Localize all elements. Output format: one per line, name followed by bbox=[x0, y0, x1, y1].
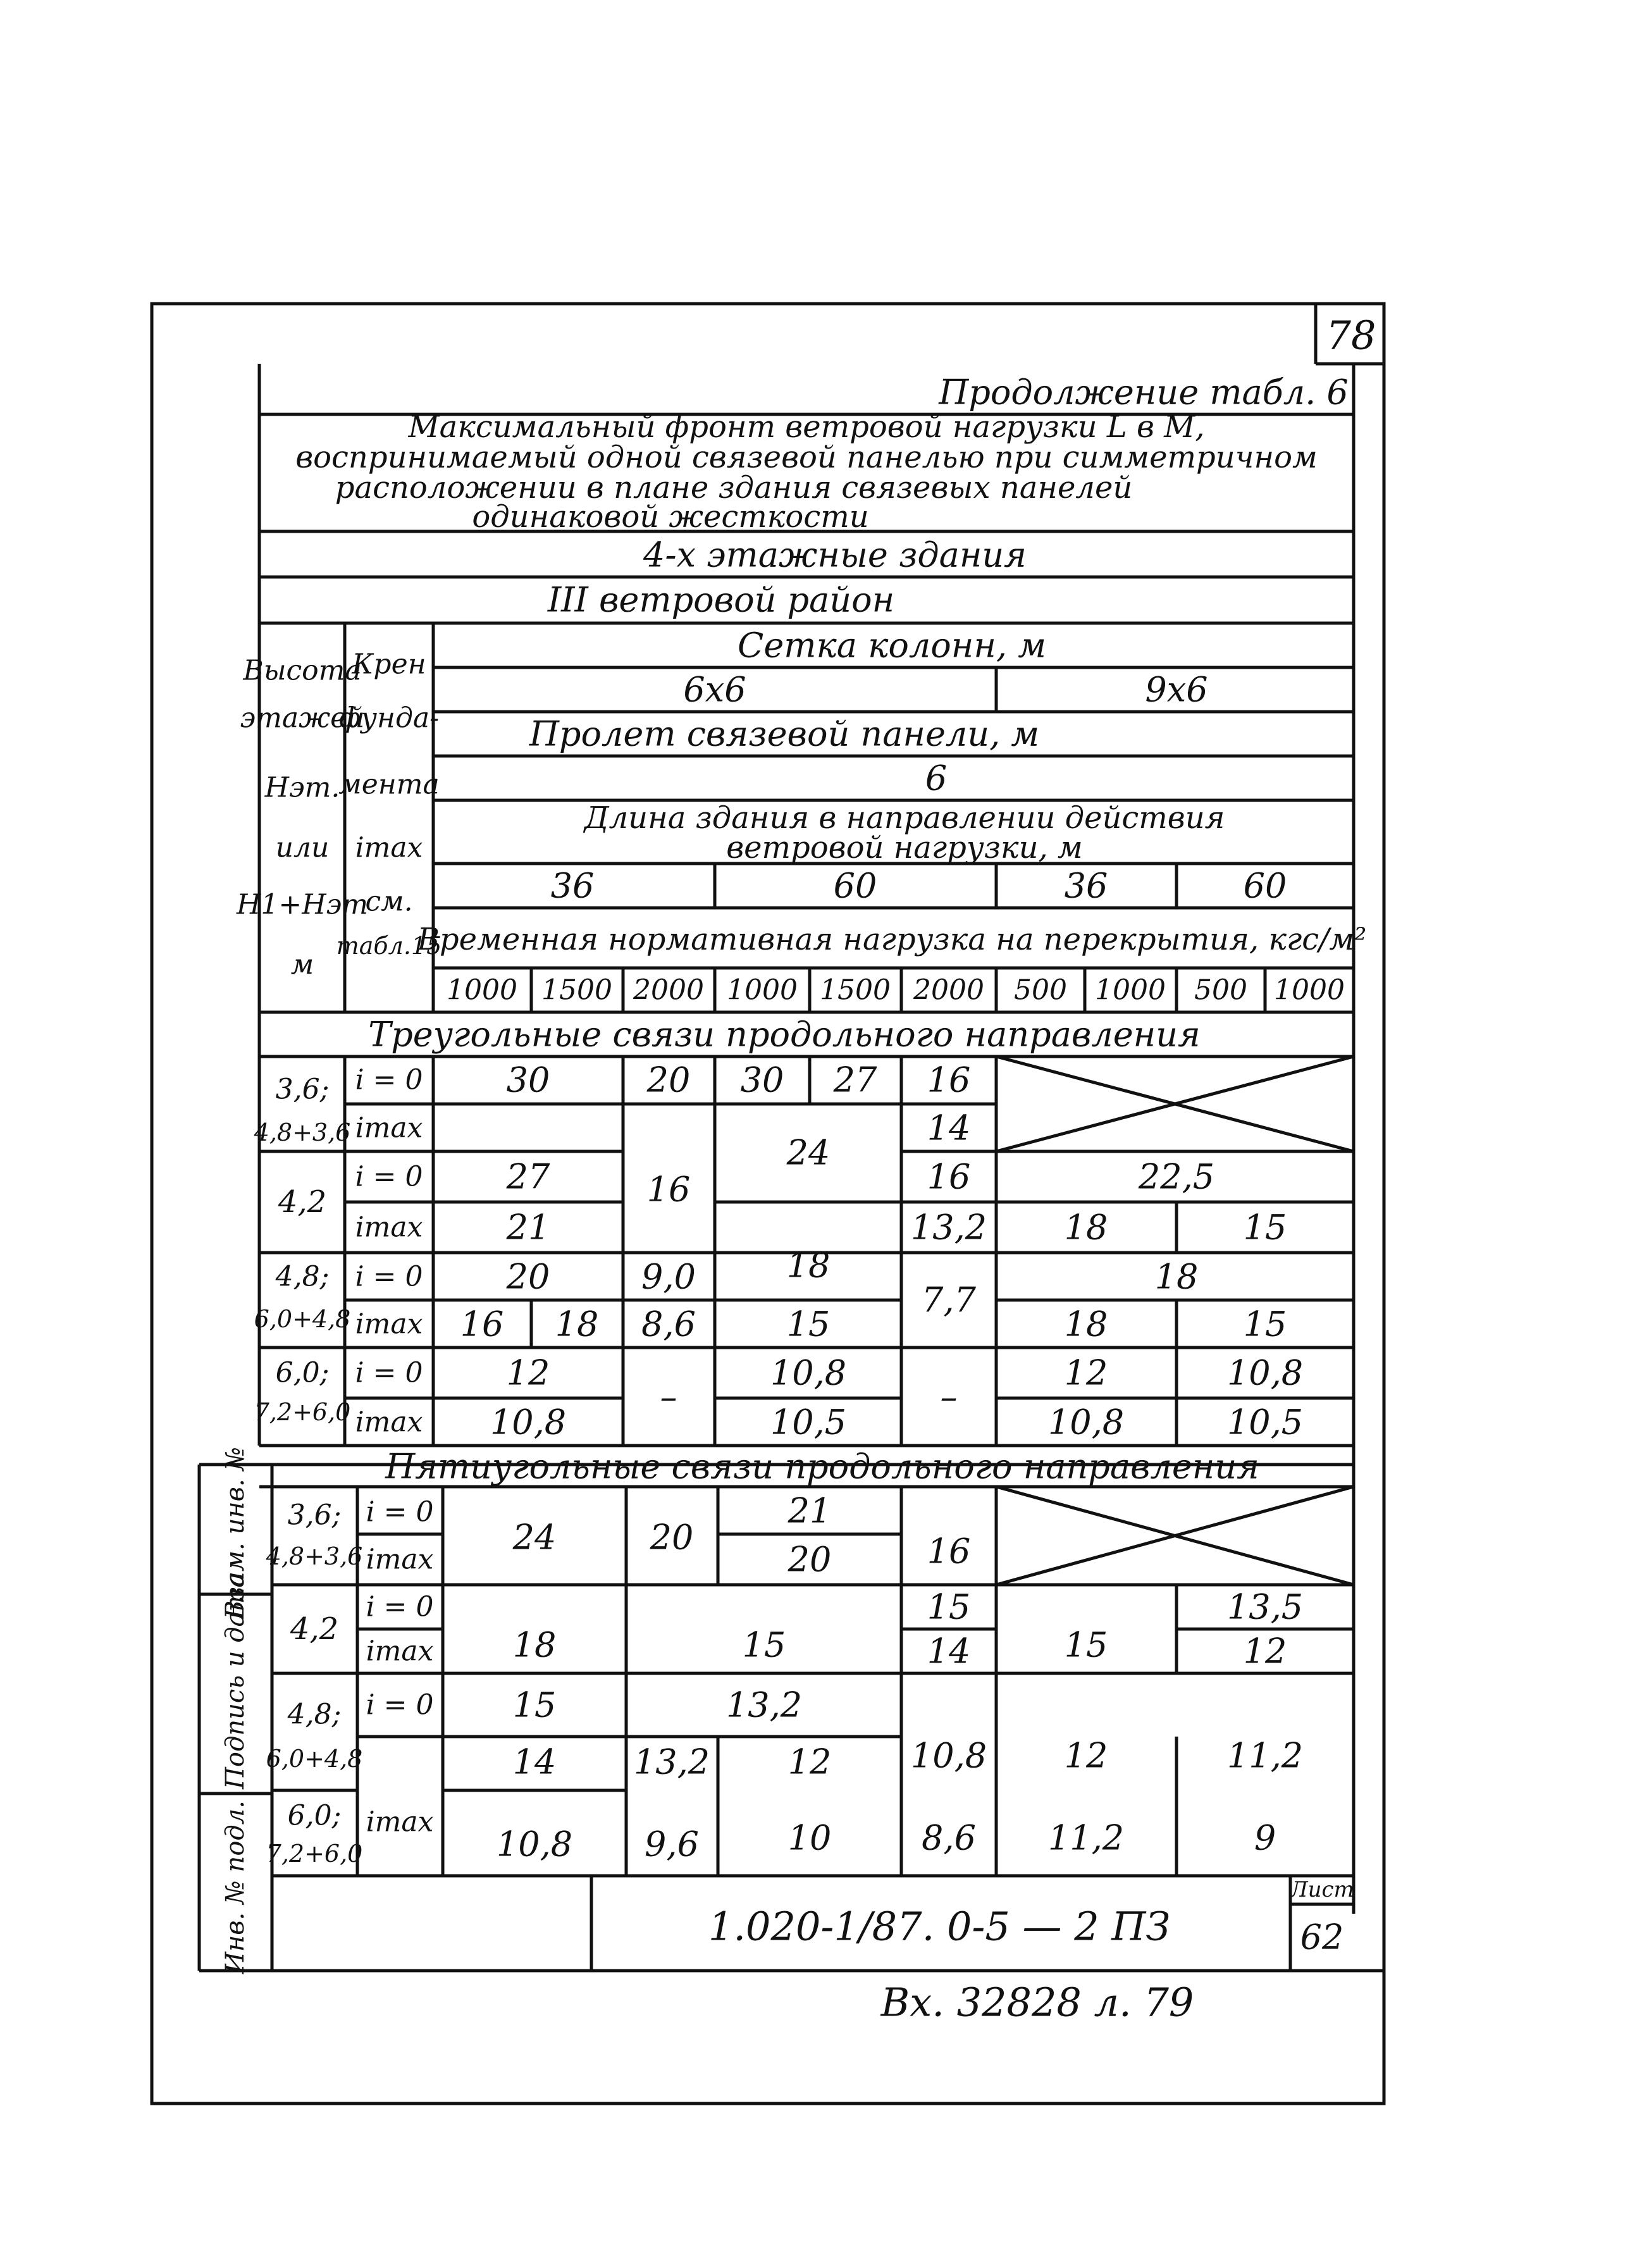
s2-cell: 15 bbox=[742, 1625, 786, 1665]
s2-cell: 10,8 bbox=[496, 1824, 573, 1864]
s2-cell: 12 bbox=[1064, 1735, 1108, 1776]
stamp-inv-original: Инв. № подл. bbox=[221, 1800, 250, 1974]
s1-cell: 20 bbox=[506, 1256, 550, 1297]
s1-cell: 16 bbox=[460, 1304, 504, 1344]
s1-cell: 18 bbox=[1064, 1304, 1108, 1344]
s1-cell: 7,7 bbox=[922, 1280, 976, 1320]
hdr-load-9: 500 bbox=[1194, 974, 1247, 1007]
s1-cell: 10,8 bbox=[490, 1402, 567, 1442]
caption-line-2: воспринимаемый одной связевой панелью при симметричном bbox=[295, 440, 1318, 475]
hdr-load-5: 1500 bbox=[820, 974, 891, 1007]
hdr-tilt-1: Крен bbox=[352, 648, 426, 681]
s2-cell: 13,2 bbox=[726, 1685, 803, 1725]
hdr-load-10: 1000 bbox=[1274, 974, 1345, 1007]
s1-i0-1: i = 0 bbox=[355, 1063, 423, 1096]
s2-cell: 16 bbox=[927, 1531, 971, 1571]
s2-height-1a: 3,6; bbox=[287, 1499, 342, 1532]
s1-cell: 14 bbox=[927, 1108, 971, 1148]
s2-i0-2: i = 0 bbox=[366, 1590, 434, 1623]
hdr-grid-6x6: 6x6 bbox=[683, 669, 746, 710]
s1-i0-2: i = 0 bbox=[355, 1160, 423, 1193]
s1-cell: 18 bbox=[786, 1245, 831, 1286]
s2-height-4b: 7,2+6,0 bbox=[266, 1840, 363, 1868]
s2-cell: 20 bbox=[787, 1539, 832, 1580]
hdr-length-1: Длина здания в направлении действия bbox=[584, 800, 1225, 836]
hdr-panel-span: Пролет связевой панели, м bbox=[529, 714, 1040, 754]
s1-cell: 27 bbox=[506, 1156, 550, 1197]
s2-cell: 8,6 bbox=[922, 1818, 976, 1858]
s1-cell: 24 bbox=[786, 1132, 831, 1173]
s1-height-2: 4,2 bbox=[278, 1184, 327, 1220]
hdr-tilt-6: табл.15 bbox=[336, 932, 442, 960]
hdr-panel-span-value: 6 bbox=[925, 758, 948, 798]
section2-title: Пятиугольные связи продольного направления bbox=[385, 1446, 1259, 1487]
s1-cell: 30 bbox=[740, 1060, 784, 1100]
s2-cell: 9,6 bbox=[645, 1824, 699, 1864]
s1-cell: 27 bbox=[833, 1060, 877, 1100]
s2-cell: 9 bbox=[1254, 1818, 1276, 1858]
sheet-label: Лист bbox=[1290, 1877, 1354, 1902]
s1-cell: 18 bbox=[1064, 1207, 1108, 1248]
s2-height-2: 4,2 bbox=[290, 1611, 339, 1647]
hdr-grid-9x6: 9x6 bbox=[1145, 669, 1208, 710]
s1-imax-4: imax bbox=[355, 1406, 423, 1439]
hdr-load-8: 1000 bbox=[1095, 974, 1166, 1007]
s1-cell: 10,5 bbox=[1226, 1402, 1304, 1442]
s2-cell: 12 bbox=[787, 1742, 832, 1782]
hdr-tilt-4: imax bbox=[355, 831, 423, 864]
s1-cell: 20 bbox=[646, 1060, 691, 1100]
s1-height-1a: 3,6; bbox=[275, 1073, 330, 1106]
s2-cell: 20 bbox=[650, 1517, 694, 1558]
s1-cell: 18 bbox=[1154, 1256, 1199, 1297]
s1-imax-1: imax bbox=[355, 1112, 423, 1144]
hdr-len-60a: 60 bbox=[833, 865, 877, 906]
s1-cell: 21 bbox=[506, 1207, 550, 1248]
s2-height-4a: 6,0; bbox=[287, 1799, 342, 1832]
s2-cell: 15 bbox=[512, 1685, 557, 1725]
s1-cell: 16 bbox=[927, 1060, 971, 1100]
hdr-len-60b: 60 bbox=[1243, 865, 1287, 906]
s1-cell: 30 bbox=[506, 1060, 550, 1100]
s1-i0-4: i = 0 bbox=[355, 1356, 423, 1389]
s1-cell: 18 bbox=[555, 1304, 599, 1344]
s1-cell: 12 bbox=[506, 1353, 550, 1393]
hdr-load-1: 1000 bbox=[447, 974, 517, 1007]
s2-imax-3: imax bbox=[366, 1806, 434, 1838]
hdr-height-4: или bbox=[275, 831, 330, 864]
hdr-load-4: 1000 bbox=[727, 974, 798, 1007]
s1-cell: 10,8 bbox=[1226, 1353, 1304, 1393]
s1-height-4a: 6,0; bbox=[275, 1356, 330, 1389]
hdr-len-36a: 36 bbox=[550, 865, 595, 906]
s1-i0-3: i = 0 bbox=[355, 1260, 423, 1293]
s1-cell: 8,6 bbox=[641, 1304, 696, 1344]
s2-cell: 13,2 bbox=[633, 1742, 710, 1782]
s2-cell: 24 bbox=[512, 1517, 557, 1558]
s1-imax-3: imax bbox=[355, 1308, 423, 1341]
s1-cell: 10,8 bbox=[770, 1353, 847, 1393]
hdr-tilt-3: мента bbox=[338, 768, 440, 801]
wind-region: III ветровой район bbox=[547, 579, 895, 620]
hdr-tilt-5: см. bbox=[365, 885, 413, 918]
hdr-height-6: м bbox=[290, 948, 314, 981]
s1-cell: – bbox=[660, 1377, 677, 1417]
s2-cell: 15 bbox=[1064, 1625, 1108, 1665]
table-continuation: Продолжение табл. 6 bbox=[939, 372, 1349, 412]
s1-cell: 15 bbox=[786, 1304, 831, 1344]
section1-title: Треугольные связи продольного направления bbox=[368, 1014, 1201, 1055]
caption-line-1: Максимальный фронт ветровой нагрузки L в М, bbox=[408, 409, 1205, 445]
s1-height-4b: 7,2+6,0 bbox=[254, 1398, 351, 1426]
sheet-number: 62 bbox=[1300, 1917, 1344, 1957]
s1-height-3b: 6,0+4,8 bbox=[254, 1305, 351, 1333]
s2-cell: 10 bbox=[787, 1818, 832, 1858]
s1-cell: – bbox=[940, 1377, 958, 1417]
s1-cell: 9,0 bbox=[641, 1256, 696, 1297]
s2-height-1b: 4,8+3,6 bbox=[266, 1542, 363, 1570]
hdr-tilt-2: фунда- bbox=[339, 702, 439, 734]
s1-cell: 15 bbox=[1243, 1304, 1287, 1344]
s1-cell: 22,5 bbox=[1138, 1156, 1215, 1197]
hdr-height-1: Высота bbox=[243, 654, 362, 687]
stamp-signature-date: Подпись и дата bbox=[221, 1572, 250, 1789]
s1-cell: 16 bbox=[927, 1156, 971, 1197]
hdr-height-3: Нэт. bbox=[264, 771, 340, 804]
s1-height-3a: 4,8; bbox=[275, 1260, 330, 1293]
caption-line-4: одинаковой жесткости bbox=[472, 499, 869, 535]
handwritten-registration-note: Вх. 32828 л. 79 bbox=[880, 1979, 1194, 2026]
s2-height-3a: 4,8; bbox=[287, 1698, 342, 1731]
hdr-load-2: 1500 bbox=[541, 974, 612, 1007]
s2-cell: 14 bbox=[927, 1631, 971, 1671]
corner-page-number: 78 bbox=[1326, 312, 1376, 359]
document-code: 1.020-1/87. 0-5 — 2 ПЗ bbox=[708, 1903, 1171, 1950]
s1-height-1b: 4,8+3,6 bbox=[254, 1119, 351, 1146]
hdr-load-7: 500 bbox=[1014, 974, 1067, 1007]
s1-cell: 13,2 bbox=[910, 1207, 987, 1248]
hdr-length-2: ветровой нагрузки, м bbox=[726, 830, 1083, 865]
s2-cell: 12 bbox=[1243, 1631, 1287, 1671]
hdr-height-2: этажей bbox=[240, 702, 365, 734]
s2-height-3b: 6,0+4,8 bbox=[266, 1745, 363, 1773]
s2-i0-1: i = 0 bbox=[366, 1496, 434, 1528]
s1-cell: 10,8 bbox=[1047, 1402, 1125, 1442]
s2-cell: 15 bbox=[927, 1587, 971, 1627]
hdr-load: Временная нормативная нагрузка на перекрытия, кгс/м² bbox=[417, 922, 1367, 957]
s2-cell: 18 bbox=[512, 1625, 557, 1665]
s2-cell: 11,2 bbox=[1047, 1818, 1125, 1858]
s2-cell: 10,8 bbox=[910, 1735, 987, 1776]
s1-cell: 15 bbox=[1243, 1207, 1287, 1248]
building-type: 4-х этажные здания bbox=[643, 535, 1027, 575]
hdr-height-5: Н1+Нэт bbox=[237, 888, 368, 921]
s1-cell: 12 bbox=[1064, 1353, 1108, 1393]
s1-imax-2: imax bbox=[355, 1211, 423, 1244]
s2-cell: 11,2 bbox=[1226, 1735, 1304, 1776]
s2-cell: 13,5 bbox=[1226, 1587, 1304, 1627]
stamp-replacement-inv: Взам. инв. № bbox=[221, 1446, 250, 1620]
hdr-len-36b: 36 bbox=[1064, 865, 1108, 906]
s2-cell: 14 bbox=[512, 1742, 557, 1782]
s2-imax-1: imax bbox=[366, 1543, 434, 1576]
s2-i0-3: i = 0 bbox=[366, 1689, 434, 1721]
caption-line-3: расположении в плане здания связевых панелей bbox=[335, 470, 1133, 505]
hdr-grid: Сетка колонн, м bbox=[738, 625, 1046, 666]
s1-cell: 16 bbox=[646, 1169, 691, 1210]
hdr-load-6: 2000 bbox=[913, 974, 984, 1007]
s1-cell: 10,5 bbox=[770, 1402, 847, 1442]
s2-cell: 21 bbox=[787, 1490, 832, 1531]
s2-imax-2: imax bbox=[366, 1635, 434, 1668]
hdr-load-3: 2000 bbox=[633, 974, 704, 1007]
